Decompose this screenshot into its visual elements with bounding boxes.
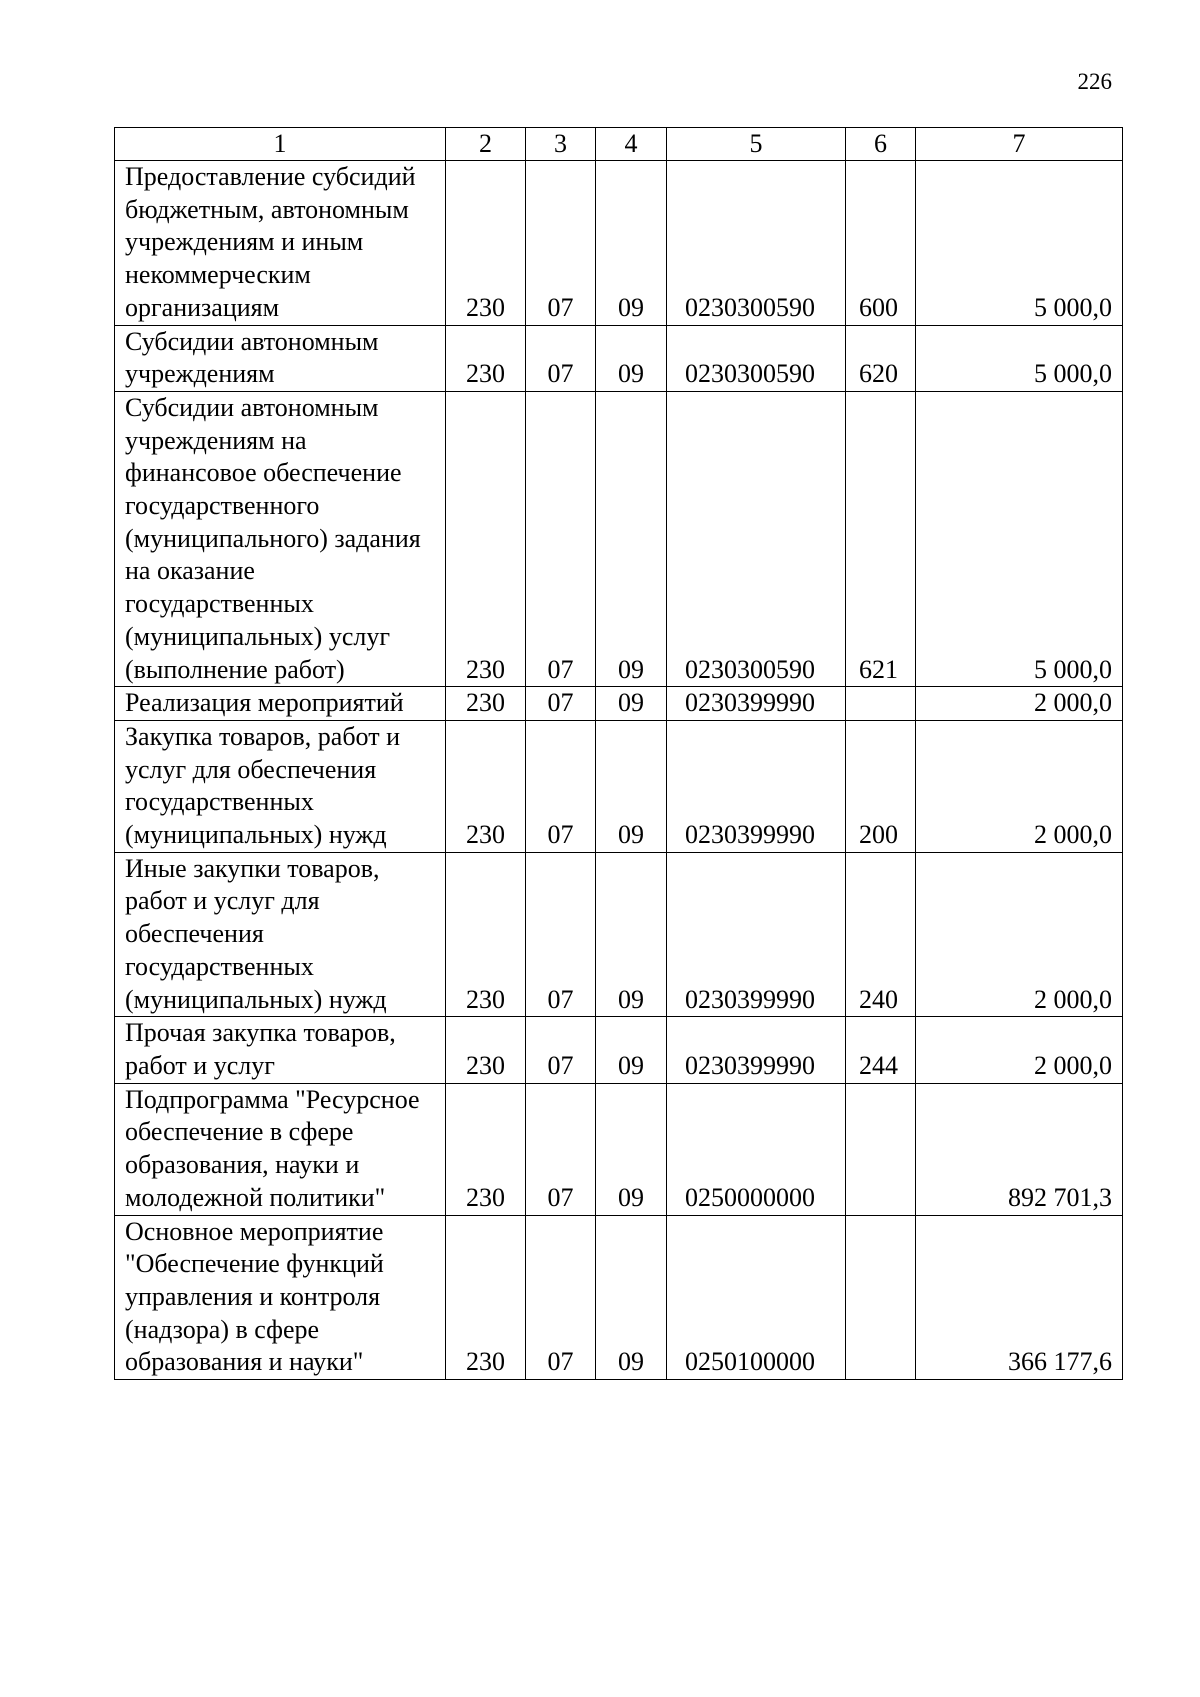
row-ved: 230 — [446, 687, 526, 721]
row-name: Субсидии автономным учреждениям — [115, 325, 446, 391]
row-vr — [846, 1215, 916, 1380]
header-col-4: 4 — [596, 128, 667, 161]
header-col-7: 7 — [916, 128, 1123, 161]
row-vr — [846, 1083, 916, 1215]
header-row — [115, 128, 1123, 161]
table-row — [115, 1215, 1123, 1380]
row-amount: 892 701,3 — [916, 1083, 1123, 1215]
row-name: Основное мероприятие "Обеспечение функций управления и контроля (надзора) в сфере образования и науки" — [115, 1215, 446, 1380]
row-amount: 5 000,0 — [916, 161, 1123, 326]
budget-table — [114, 127, 1123, 1380]
table-row — [115, 687, 1123, 721]
row-ved: 230 — [446, 1017, 526, 1083]
row-pr: 09 — [596, 687, 667, 721]
row-rz: 07 — [526, 720, 596, 852]
table-row — [115, 161, 1123, 326]
row-csr: 0230399990 — [667, 687, 846, 721]
row-vr: 600 — [846, 161, 916, 326]
row-csr: 0230300590 — [667, 391, 846, 686]
row-vr: 620 — [846, 325, 916, 391]
row-rz: 07 — [526, 852, 596, 1017]
row-ved: 230 — [446, 161, 526, 326]
row-rz: 07 — [526, 687, 596, 721]
row-name: Иные закупки товаров, работ и услуг для обеспечения государственных (муниципальных) нужд — [115, 852, 446, 1017]
row-vr: 240 — [846, 852, 916, 1017]
row-rz: 07 — [526, 325, 596, 391]
row-name: Прочая закупка товаров, работ и услуг — [115, 1017, 446, 1083]
row-name: Предоставление субсидий бюджетным, автономным учреждениям и иным некоммерческим организациям — [115, 161, 446, 326]
row-name: Субсидии автономным учреждениям на финансовое обеспечение государственного (муниципального) задания на оказание государственных (муниципальных) услуг (выполнение работ) — [115, 391, 446, 686]
row-csr: 0230399990 — [667, 720, 846, 852]
header-col-2: 2 — [446, 128, 526, 161]
row-pr: 09 — [596, 325, 667, 391]
row-amount: 5 000,0 — [916, 325, 1123, 391]
row-name: Реализация мероприятий — [115, 687, 446, 721]
row-amount: 2 000,0 — [916, 720, 1123, 852]
row-csr: 0230399990 — [667, 1017, 846, 1083]
row-csr: 0250100000 — [667, 1215, 846, 1380]
row-amount: 2 000,0 — [916, 852, 1123, 1017]
table-row — [115, 720, 1123, 852]
table-row — [115, 852, 1123, 1017]
table-row — [115, 1017, 1123, 1083]
row-amount: 366 177,6 — [916, 1215, 1123, 1380]
row-vr: 200 — [846, 720, 916, 852]
header-col-1: 1 — [115, 128, 446, 161]
row-csr: 0250000000 — [667, 1083, 846, 1215]
row-amount: 2 000,0 — [916, 687, 1123, 721]
header-col-3: 3 — [526, 128, 596, 161]
header-col-5: 5 — [667, 128, 846, 161]
table-row — [115, 325, 1123, 391]
row-vr — [846, 687, 916, 721]
row-vr: 244 — [846, 1017, 916, 1083]
row-pr: 09 — [596, 720, 667, 852]
row-pr: 09 — [596, 1083, 667, 1215]
row-ved: 230 — [446, 1215, 526, 1380]
row-amount: 2 000,0 — [916, 1017, 1123, 1083]
row-name: Закупка товаров, работ и услуг для обеспечения государственных (муниципальных) нужд — [115, 720, 446, 852]
row-ved: 230 — [446, 720, 526, 852]
row-name: Подпрограмма "Ресурсное обеспечение в сфере образования, науки и молодежной политики" — [115, 1083, 446, 1215]
row-csr: 0230300590 — [667, 325, 846, 391]
row-ved: 230 — [446, 1083, 526, 1215]
row-pr: 09 — [596, 161, 667, 326]
row-ved: 230 — [446, 325, 526, 391]
row-rz: 07 — [526, 1083, 596, 1215]
row-rz: 07 — [526, 391, 596, 686]
row-pr: 09 — [596, 391, 667, 686]
row-rz: 07 — [526, 1017, 596, 1083]
table-row — [115, 391, 1123, 686]
row-rz: 07 — [526, 161, 596, 326]
row-rz: 07 — [526, 1215, 596, 1380]
row-vr: 621 — [846, 391, 916, 686]
row-csr: 0230300590 — [667, 161, 846, 326]
row-ved: 230 — [446, 391, 526, 686]
row-csr: 0230399990 — [667, 852, 846, 1017]
page-number: 226 — [1077, 69, 1112, 94]
row-pr: 09 — [596, 1017, 667, 1083]
row-amount: 5 000,0 — [916, 391, 1123, 686]
row-ved: 230 — [446, 852, 526, 1017]
row-pr: 09 — [596, 1215, 667, 1380]
header-col-6: 6 — [846, 128, 916, 161]
row-pr: 09 — [596, 852, 667, 1017]
table-row — [115, 1083, 1123, 1215]
